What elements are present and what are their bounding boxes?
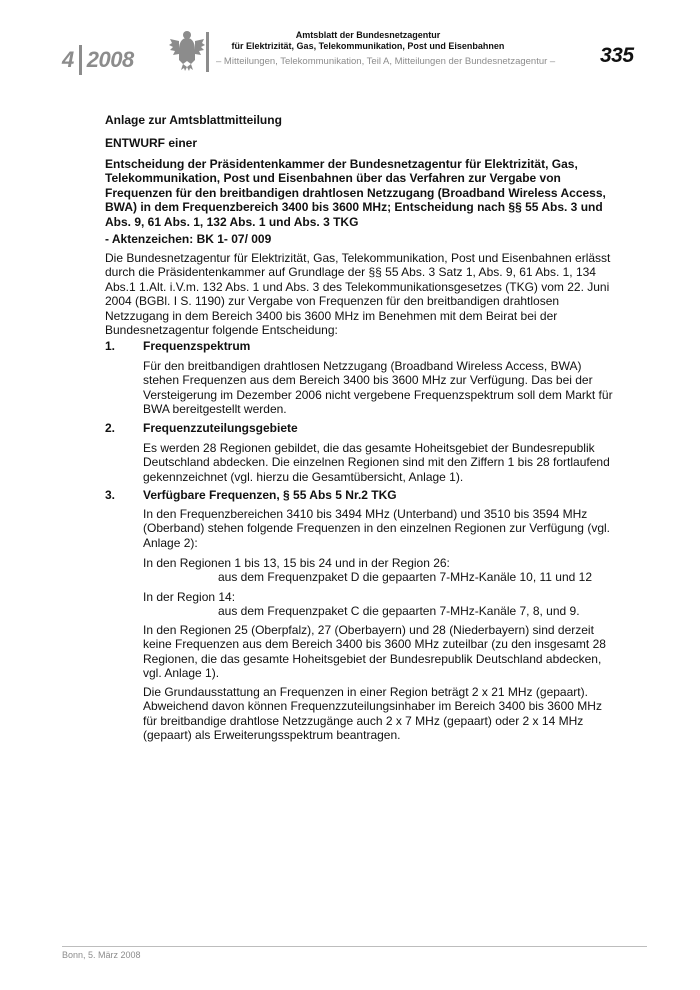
issue-year: 2008 [86, 47, 134, 72]
section-2-title: Frequenzzuteilungsgebiete [143, 421, 298, 435]
annex-label: Anlage zur Amtsblattmitteilung [105, 113, 282, 127]
region-b-value: aus dem Frequenzpaket C die gepaarten 7-MHz-Kanäle 7, 8, und 9. [218, 604, 580, 618]
section-line: – Mitteilungen, Telekommunikation, Teil A, Mitteilungen der Bundesnetzagentur – [216, 56, 556, 67]
publisher-title: Amtsblatt der Bundesnetzagentur [295, 30, 441, 40]
issue-separator [79, 45, 82, 75]
issue-indicator [62, 45, 134, 75]
draft-label: ENTWURF einer [105, 136, 198, 150]
region-a-label: In den Regionen 1 bis 13, 15 bis 24 und in der Region 26: [143, 556, 450, 570]
section-1-number: 1. [105, 339, 116, 353]
section-1-text: Für den breitbandigen drahtlosen Netzzugang (Broadband Wireless Access, BWA) stehen Frequenzen aus dem Bereich 3400 bis 3600 MHz zur Verfügung. Das bei der Versteigerung im Dezember 2006 nicht vergebene Frequenzspektrum soll dem Markt für BWA bereitgestellt werden. [143, 359, 613, 417]
footer-rule [62, 946, 647, 947]
file-reference: - Aktenzeichen: BK 1- 07/ 009 [105, 232, 272, 246]
region-a-value: aus dem Frequenzpaket D die gepaarten 7-MHz-Kanäle 10, 11 und 12 [218, 570, 593, 584]
intro-paragraph: Die Bundesnetzagentur für Elektrizität, Gas, Telekommunikation, Post und Eisenbahnen erlässt durch die Präsidentenkammer auf Grundlage der §§ 55 Abs. 3 Satz 1, Abs. 9, 61 Abs. 1, 134 Abs.1 1.Alt. i.V.m. 132 Abs. 1 und Abs. 3 des Telekommunikationsgesetzes (TKG) vom 22. Juni 2004 (BGBl. I S. 1190) zur Vergabe von Frequenzen für den breitbandigen drahtlosen Netzzugang in dem Bereich 3400 bis 3600 MHz im Benehmen mit dem Beirat bei der Bundesnetzagentur folgende Entscheidung: [105, 251, 611, 338]
section-2-number: 2. [105, 421, 116, 435]
section-3-text-2: In den Regionen 25 (Oberpfalz), 27 (Oberbayern) und 28 (Niederbayern) sind derzeit keine Frequenzen aus dem Bereich 3400 bis 3600 MHz zuteilbar (zu den insgesamt 28 Regionen, die das gesamte Hoheitsgebiet der Bundesrepublik Deutschland abdecken, vgl. Anlage 1). [143, 623, 606, 681]
section-3-text: In den Frequenzbereichen 3410 bis 3494 MHz (Unterband) und 3510 bis 3594 MHz (Oberband) stehen folgende Frequenzen in den einzelnen Regionen zur Verfügung (vgl. Anlage 2): [143, 507, 610, 550]
section-2-text: Es werden 28 Regionen gebildet, die das gesamte Hoheitsgebiet der Bundesrepublik Deutschland abdecken. Die einzelnen Regionen sind mit den Ziffern 1 bis 28 fortlaufend gekennzeichnet (vgl. hierzu die Gesamtübersicht, Anlage 1). [143, 441, 610, 484]
issue-number: 4 [62, 47, 74, 72]
document-title: Entscheidung der Präsidentenkammer der Bundesnetzagentur für Elektrizität, Gas, Telekommunikation, Post und Eisenbahnen über das Verfahren zur Vergabe von Frequenzen für den breitbandigen drahtlosen Netzzugang (Broadband Wireless Access, BWA) in dem Frequenzbereich 3400 bis 3600 MHz; Entscheidung nach §§ 55 Abs. 3 und Abs. 9, 61 Abs. 1, 132 Abs. 1 und Abs. 3 TKG [105, 157, 606, 229]
section-3-text-3: Die Grundausstattung an Frequenzen in einer Region beträgt 2 x 21 MHz (gepaart). Abweichend davon können Frequenzzuteilungsinhaber im Bereich 3400 bis 3600 MHz für breitbandige drahtlose Netzzugänge auch 2 x 7 MHz (gepaart) oder 2 x 14 MHz (gepaart) als Erweiterungsspektrum beantragen. [143, 685, 602, 743]
federal-eagle-icon [168, 28, 206, 72]
header-divider [206, 32, 209, 72]
section-3-title: Verfügbare Frequenzen, § 55 Abs 5 Nr.2 TKG [143, 488, 397, 502]
region-b-label: In der Region 14: [143, 590, 236, 604]
section-3-number: 3. [105, 488, 116, 502]
page-number: 335 [600, 44, 634, 67]
footer-place-date: Bonn, 5. März 2008 [62, 950, 141, 960]
publisher-subtitle: für Elektrizität, Gas, Telekommunikation, Post und Eisenbahnen [231, 41, 505, 51]
section-1-title: Frequenzspektrum [143, 339, 251, 353]
